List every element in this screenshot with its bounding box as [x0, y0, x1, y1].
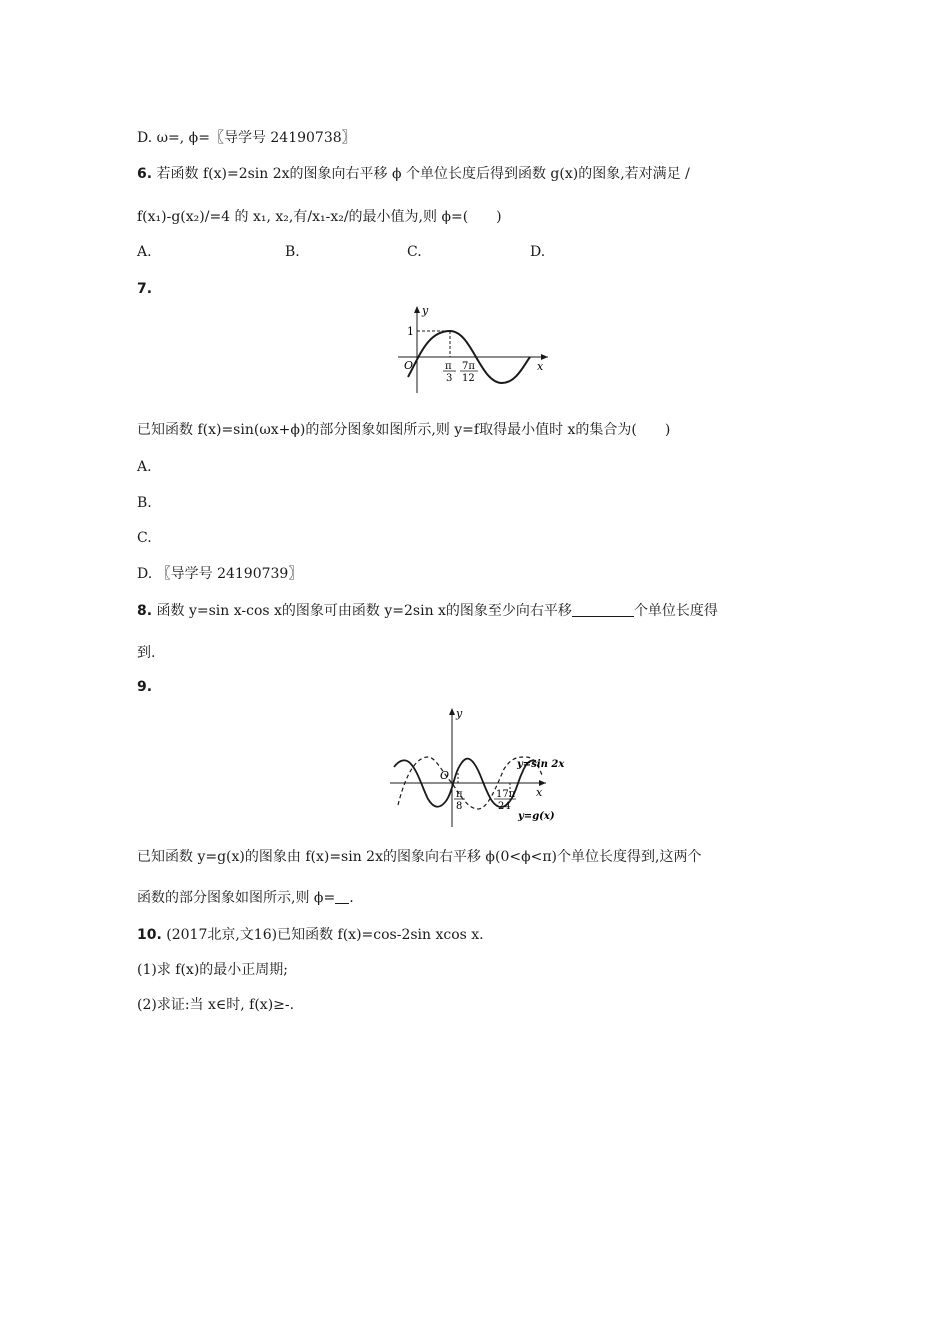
- q8-stem-line2: 到.: [137, 645, 156, 661]
- q9-tick1-den: 8: [456, 801, 463, 812]
- q10-number: 10.: [137, 927, 162, 943]
- q9-stem-line1: 已知函数 y=g(x)的图象由 f(x)=sin 2x的图象向右平移 ϕ(0<ϕ<π)个单位长度得到,这两个: [137, 849, 702, 865]
- q9-y-label: y: [456, 707, 463, 720]
- q9-x-label: x: [536, 786, 543, 799]
- q10-stem: [137, 926, 484, 944]
- q7-y-label: y: [422, 304, 429, 317]
- q6-stem-line2: f(x₁)-g(x₂)/=4 的 x₁, x₂,有/x₁-x₂/的最小值为,则 ϕ=( ): [137, 209, 502, 225]
- q6-stem-line1: [137, 165, 690, 183]
- q9-graph: [388, 705, 568, 829]
- q8-stem-text1a: 函数 y=sin x-cos x的图象可由函数 y=2sin x的图象至少向右平移: [156, 603, 572, 619]
- q6-option-a: A.: [137, 244, 152, 260]
- q6-stem-text1: 若函数 f(x)=2sin 2x的图象向右平移 ϕ 个单位长度后得到函数 g(x)的图象,若对满足 /: [156, 166, 690, 182]
- q9-tick2-num: 17π: [496, 789, 516, 800]
- q9-answer-blank[interactable]: [335, 889, 349, 904]
- q9-tick1-num: π: [456, 789, 463, 800]
- q7-number: 7.: [137, 281, 153, 297]
- q7-graph: [398, 303, 553, 395]
- q8-answer-blank[interactable]: [572, 602, 634, 617]
- q10-part2: (2)求证:当 x∈时, f(x)≥-.: [137, 997, 295, 1013]
- q8-number: 8.: [137, 603, 153, 619]
- q9-tick2-den: 24: [498, 801, 511, 812]
- q7-y-tick: 1: [407, 325, 414, 338]
- q9-stem-text2a: 函数的部分图象如图所示,则 ϕ=: [137, 890, 336, 906]
- q9-origin-label: O: [440, 769, 450, 782]
- q6-option-d: D.: [530, 244, 546, 260]
- q7-option-d: D. 〖导学号 24190739〗: [137, 566, 303, 582]
- q7-tick1-num: π: [445, 361, 452, 372]
- q8-stem-text1b: 个单位长度得: [633, 603, 718, 619]
- q7-option-a: A.: [137, 459, 152, 475]
- q7-x-label: x: [537, 360, 544, 373]
- q9-stem-line2: [137, 889, 354, 907]
- q8-stem-line1: [137, 602, 718, 620]
- q7-option-c: C.: [137, 530, 152, 546]
- q7-origin-label: O: [404, 359, 414, 372]
- q9-label-sin2x: y=sin 2x: [517, 759, 565, 770]
- q6-option-c: C.: [407, 244, 422, 260]
- q7-tick2-num: 7π: [462, 361, 475, 372]
- q9-label-gx: y=g(x): [518, 811, 555, 822]
- q6-option-b: B.: [285, 244, 300, 260]
- q5-option-d: D. ω=, ϕ=〖导学号 24190738〗: [137, 130, 356, 146]
- q7-stem: 已知函数 f(x)=sin(ωx+ϕ)的部分图象如图所示,则 y=f取得最小值时 x的集合为( ): [137, 422, 671, 438]
- q7-option-b: B.: [137, 495, 152, 511]
- q9-y-arrow: [449, 708, 455, 715]
- q10-stem-text: (2017北京,文16)已知函数 f(x)=cos-2sin xcos x.: [166, 927, 484, 943]
- q6-number: 6.: [137, 166, 153, 182]
- q7-tick1-den: 3: [446, 373, 453, 384]
- q9-stem-text2b: .: [349, 890, 354, 906]
- q7-y-arrow: [414, 306, 420, 313]
- q7-tick2-den: 12: [462, 373, 475, 384]
- q10-part1: (1)求 f(x)的最小正周期;: [137, 962, 288, 978]
- q9-number: 9.: [137, 679, 153, 695]
